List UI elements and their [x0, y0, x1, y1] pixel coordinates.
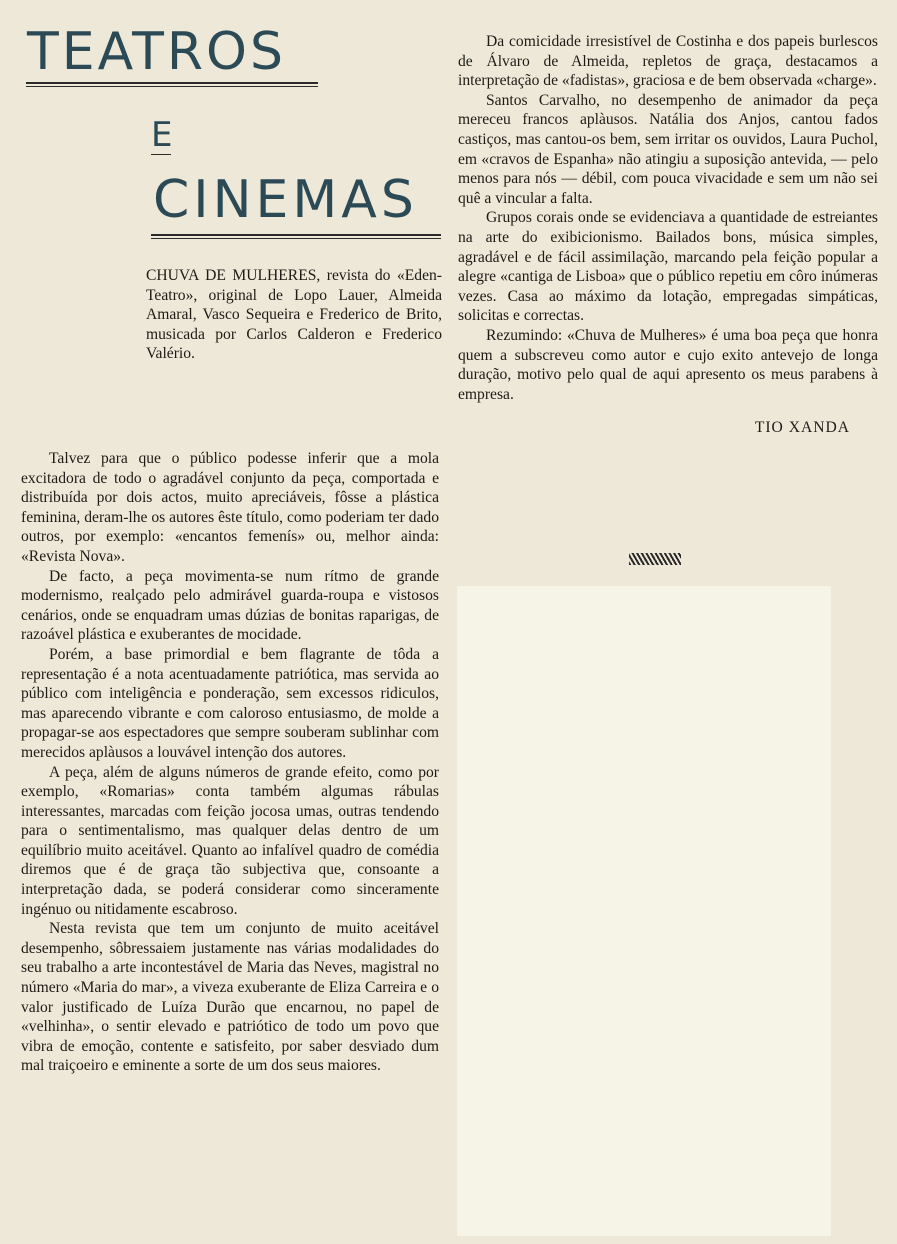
paragraph: Da comicidade irresistível de Costinha e dos papeis burlescos de Álvaro de Almeida, repletos de graça, destacamos a interpretação de «fadistas», graciosa e de bem observada «charge». [458, 33, 878, 90]
hatched-ornament [629, 553, 681, 565]
heading-e-underline [151, 154, 171, 155]
paragraph: Talvez para que o público podesse inferir que a mola excitadora de todo o agradável conjunto da peça, comportada e distribuída por dois actos, muito apreciáveis, fôsse a plástica feminina, deram-lhe os autores êste título, como poderiam ter dado outros, por exemplo: «encantos femenís» ou, melhor ainda: «Revista Nova». [21, 450, 439, 565]
heading-e: E [151, 115, 173, 155]
right-column [458, 32, 878, 438]
blank-area [457, 586, 831, 1236]
paragraph: Santos Carvalho, no desempenho de animador da peça mereceu francos aplàusos. Natália dos Anjos, cantou fados castiços, mas cantou-os bem, sem irritar os ouvidos, Laura Puchol, em «cravos de Espanha» não atingiu a suposição antevida, — pelo menos para nós — débil, com pouca vivacidade e sem um não sei quê a vincular a falta. [458, 91, 878, 207]
left-column [21, 449, 439, 1076]
intro-paragraph: CHUVA DE MULHERES, revista do «Eden-Teatro», original de Lopo Lauer, Almeida Amaral, Vasco Sequeira e Frederico de Brito, musicada por Carlos Calderon e Frederico Valério. [146, 267, 442, 363]
paragraph: Nesta revista que tem um conjunto de muito aceitável desempenho, sôbressaiem justamente nas várias modalidades do seu trabalho a arte incontestável de Maria das Neves, magistral no número «Maria do mar», a viveza exuberante de Eliza Carreira e o valor justificado de Luíza Durão que encarnou, no papel de «velhinha», o sentir elevado e patriótico de todo um povo que vibra de emoção, contente e satisfeito, por saber desviado dum mal traiçoeiro e eminente a sorte de um dos seus maiores. [21, 920, 439, 1075]
paragraph: Porém, a base primordial e bem flagrante de tôda a representação é a nota acentuadamente patriótica, mas servida ao público com inteligência e ponderação, sem excessos ridiculos, mas aparecendo vibrante e com caloroso entusiasmo, de molde a propagar-se aos espectadores que sempre souberam sublinhar com merecidos aplàusos a louvável intenção dos autores. [21, 645, 439, 761]
heading-cinemas-underline-top [151, 234, 441, 236]
paragraph: Grupos corais onde se evidenciava a quantidade de estreiantes na arte do exibicionismo. Bailados bons, música simples, agradável e de fácil assimilação, marcando pela feição popular a alegre «cantiga de Lisboa» que o público repetiu em côro inúmeras vezes. Casa ao máximo da lotação, empregadas simpáticas, solicitas e correctas. [458, 209, 878, 325]
heading-underline-top [26, 82, 318, 84]
intro-block [146, 266, 442, 364]
heading-underline-bottom [26, 86, 318, 87]
heading-cinemas-underline-bottom [151, 238, 441, 239]
heading-cinemas: CINEMAS [153, 170, 418, 230]
heading-teatros: TEATROS [27, 22, 286, 82]
paragraph: Rezumindo: «Chuva de Mulheres» é uma boa peça que honra quem a subscreveu como autor e cujo exito antevejo de longa duração, motivo pelo qual de aqui apresento os meus parabens à empresa. [458, 326, 878, 403]
author-signature: TIO XANDA [754, 419, 850, 437]
paragraph: A peça, além de alguns números de grande efeito, como por exemplo, «Romarias» conta também algumas rábulas interessantes, marcadas com feição jocosa umas, outras tendendo para o sentimentalismo, mas qualquer delas dentro de um equilíbrio muito aceitável. Quanto ao infalível quadro de comédia diremos que é de graça tão subjectiva que, consoante a interpretação dada, se poderá considerar como sinceramente ingénuo ou nitidamente escabroso. [21, 763, 439, 918]
paragraph: De facto, a peça movimenta-se num rítmo de grande modernismo, realçado pelo admirável guarda-roupa e vistosos cenários, onde se enquadram umas dúzias de bonitas raparigas, de razoável plástica e exuberantes de mocidade. [21, 567, 439, 644]
